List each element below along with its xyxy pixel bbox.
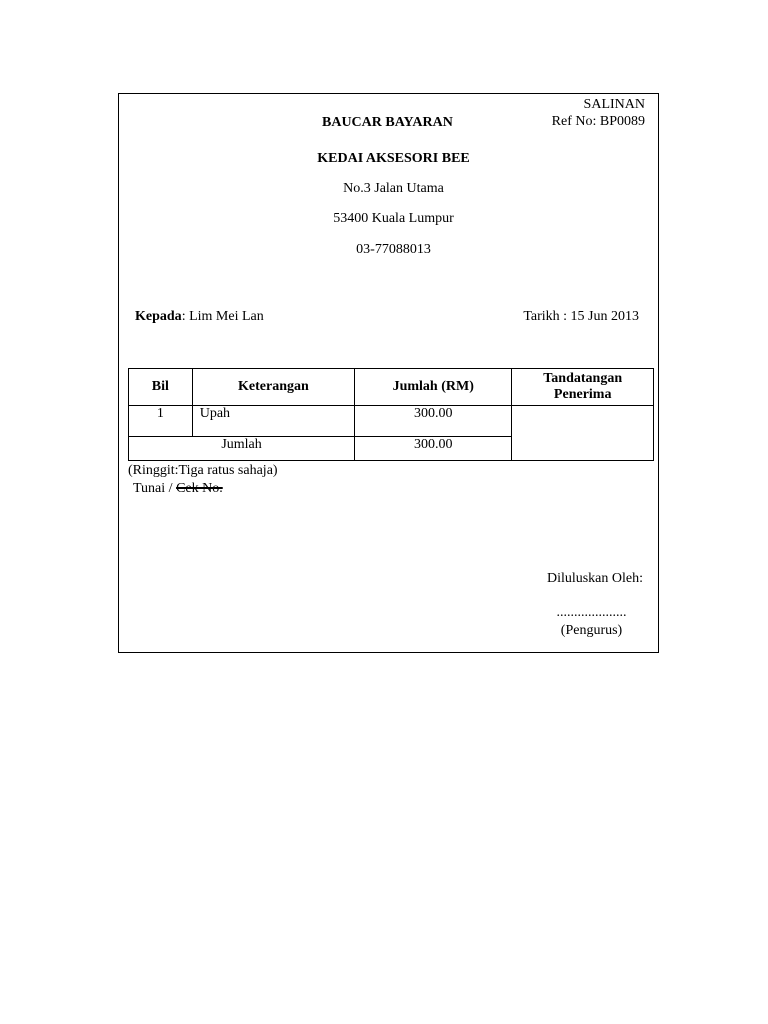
approved-by-label: Diluluskan Oleh:	[546, 571, 643, 586]
approver-role: (Pengurus)	[560, 623, 623, 638]
payment-method	[133, 481, 223, 497]
recipient-label: Kepada	[135, 309, 182, 324]
phone-number: 03-77088013	[356, 242, 431, 257]
row-bil: 1	[129, 406, 193, 437]
signature-line: ....................	[556, 605, 627, 620]
copy-label: SALINAN	[583, 97, 645, 112]
reference-number: Ref No: BP0089	[551, 114, 645, 129]
shop-name: KEDAI AKSESORI BEE	[317, 151, 470, 166]
payment-table	[128, 368, 654, 461]
payment-cheque-struck: Cek No.	[176, 481, 223, 496]
voucher-date: Tarikh : 15 Jun 2013	[523, 309, 639, 324]
header-tandatangan-line2: Penerima	[553, 387, 612, 402]
row-keterangan: Upah	[192, 406, 354, 437]
amount-in-words: (Ringgit:Tiga ratus sahaja)	[128, 463, 278, 478]
table-row	[129, 406, 654, 437]
header-jumlah: Jumlah (RM)	[355, 369, 512, 406]
payment-cash: Tunai /	[133, 481, 173, 496]
table-header-row	[129, 369, 654, 406]
total-value: 300.00	[355, 437, 512, 461]
header-tandatangan-line1: Tandatangan	[543, 371, 623, 386]
voucher-title: BAUCAR BAYARAN	[322, 115, 453, 130]
header-bil: Bil	[129, 369, 193, 406]
signature-cell	[512, 406, 654, 461]
total-label: Jumlah	[129, 437, 355, 461]
header-tandatangan	[512, 369, 654, 406]
address-line-2: 53400 Kuala Lumpur	[333, 211, 454, 226]
payment-voucher	[118, 93, 659, 653]
header-keterangan: Keterangan	[192, 369, 354, 406]
recipient-name: : Lim Mei Lan	[181, 309, 264, 324]
address-line-1: No.3 Jalan Utama	[343, 181, 444, 196]
recipient	[135, 309, 264, 325]
row-jumlah: 300.00	[355, 406, 512, 437]
